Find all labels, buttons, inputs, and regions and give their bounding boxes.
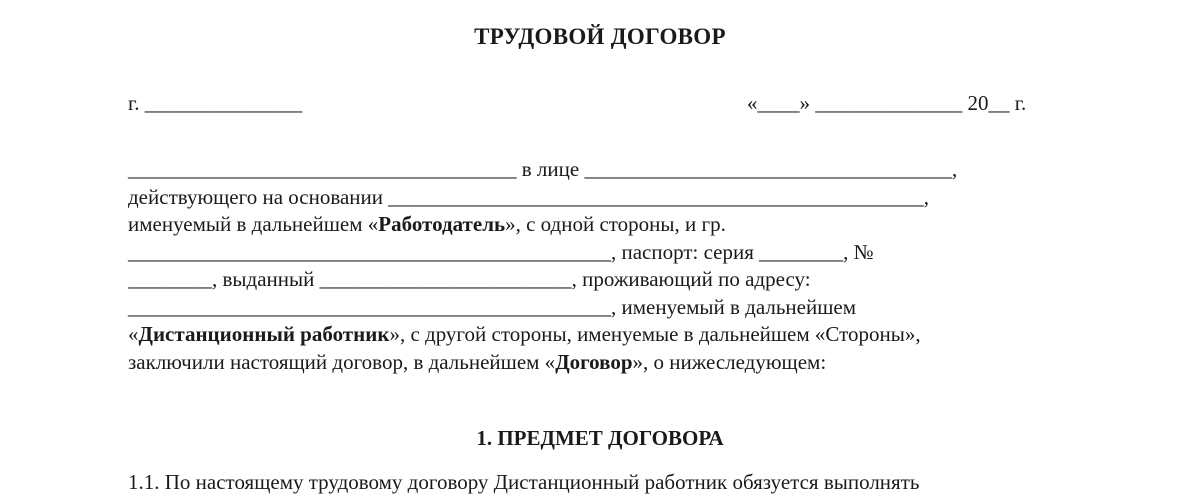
clause-1-1: 1.1. По настоящему трудовому договору Дистанционный работник обязуется выполнять [128, 470, 920, 494]
remote-worker-prefix: « [128, 322, 139, 346]
agreement-suffix: », о нижеследующем: [632, 350, 827, 374]
basis-line: действующего на основании ___________________________________________________, [128, 185, 930, 209]
address-line: ______________________________________________, именуемый в дальнейшем [128, 295, 857, 319]
representative-blank: ___________________________________, [584, 157, 958, 181]
remote-worker-line [128, 321, 921, 347]
employer-named-line [128, 211, 726, 237]
remote-worker-term: Дистанционный работник [138, 322, 390, 346]
employer-named-prefix: именуемый в дальнейшем « [128, 212, 379, 236]
employer-line [128, 156, 957, 182]
date-field: «____» ______________ 20__ г. [747, 91, 1027, 115]
city-field: г. _______________ [128, 91, 303, 115]
employer-term: Работодатель [378, 212, 506, 236]
issued-line: ________, выданный ________________________, проживающий по адресу: [128, 267, 811, 291]
passport-line: ______________________________________________, паспорт: серия ________, № [128, 240, 874, 264]
section-heading: 1. ПРЕДМЕТ ДОГОВОРА [476, 426, 724, 450]
remote-worker-suffix: », с другой стороны, именуемые в дальнейшем «Стороны», [389, 322, 921, 346]
in-face-text: в лице [516, 157, 585, 181]
agreement-term: Договор [555, 350, 633, 374]
agreement-line [128, 349, 826, 375]
document-title: ТРУДОВОЙ ДОГОВОР [474, 24, 726, 49]
employer-named-suffix: », с одной стороны, и гр. [505, 212, 726, 236]
employer-name-blank: _____________________________________ [128, 157, 517, 181]
agreement-prefix: заключили настоящий договор, в дальнейшем « [128, 350, 556, 374]
